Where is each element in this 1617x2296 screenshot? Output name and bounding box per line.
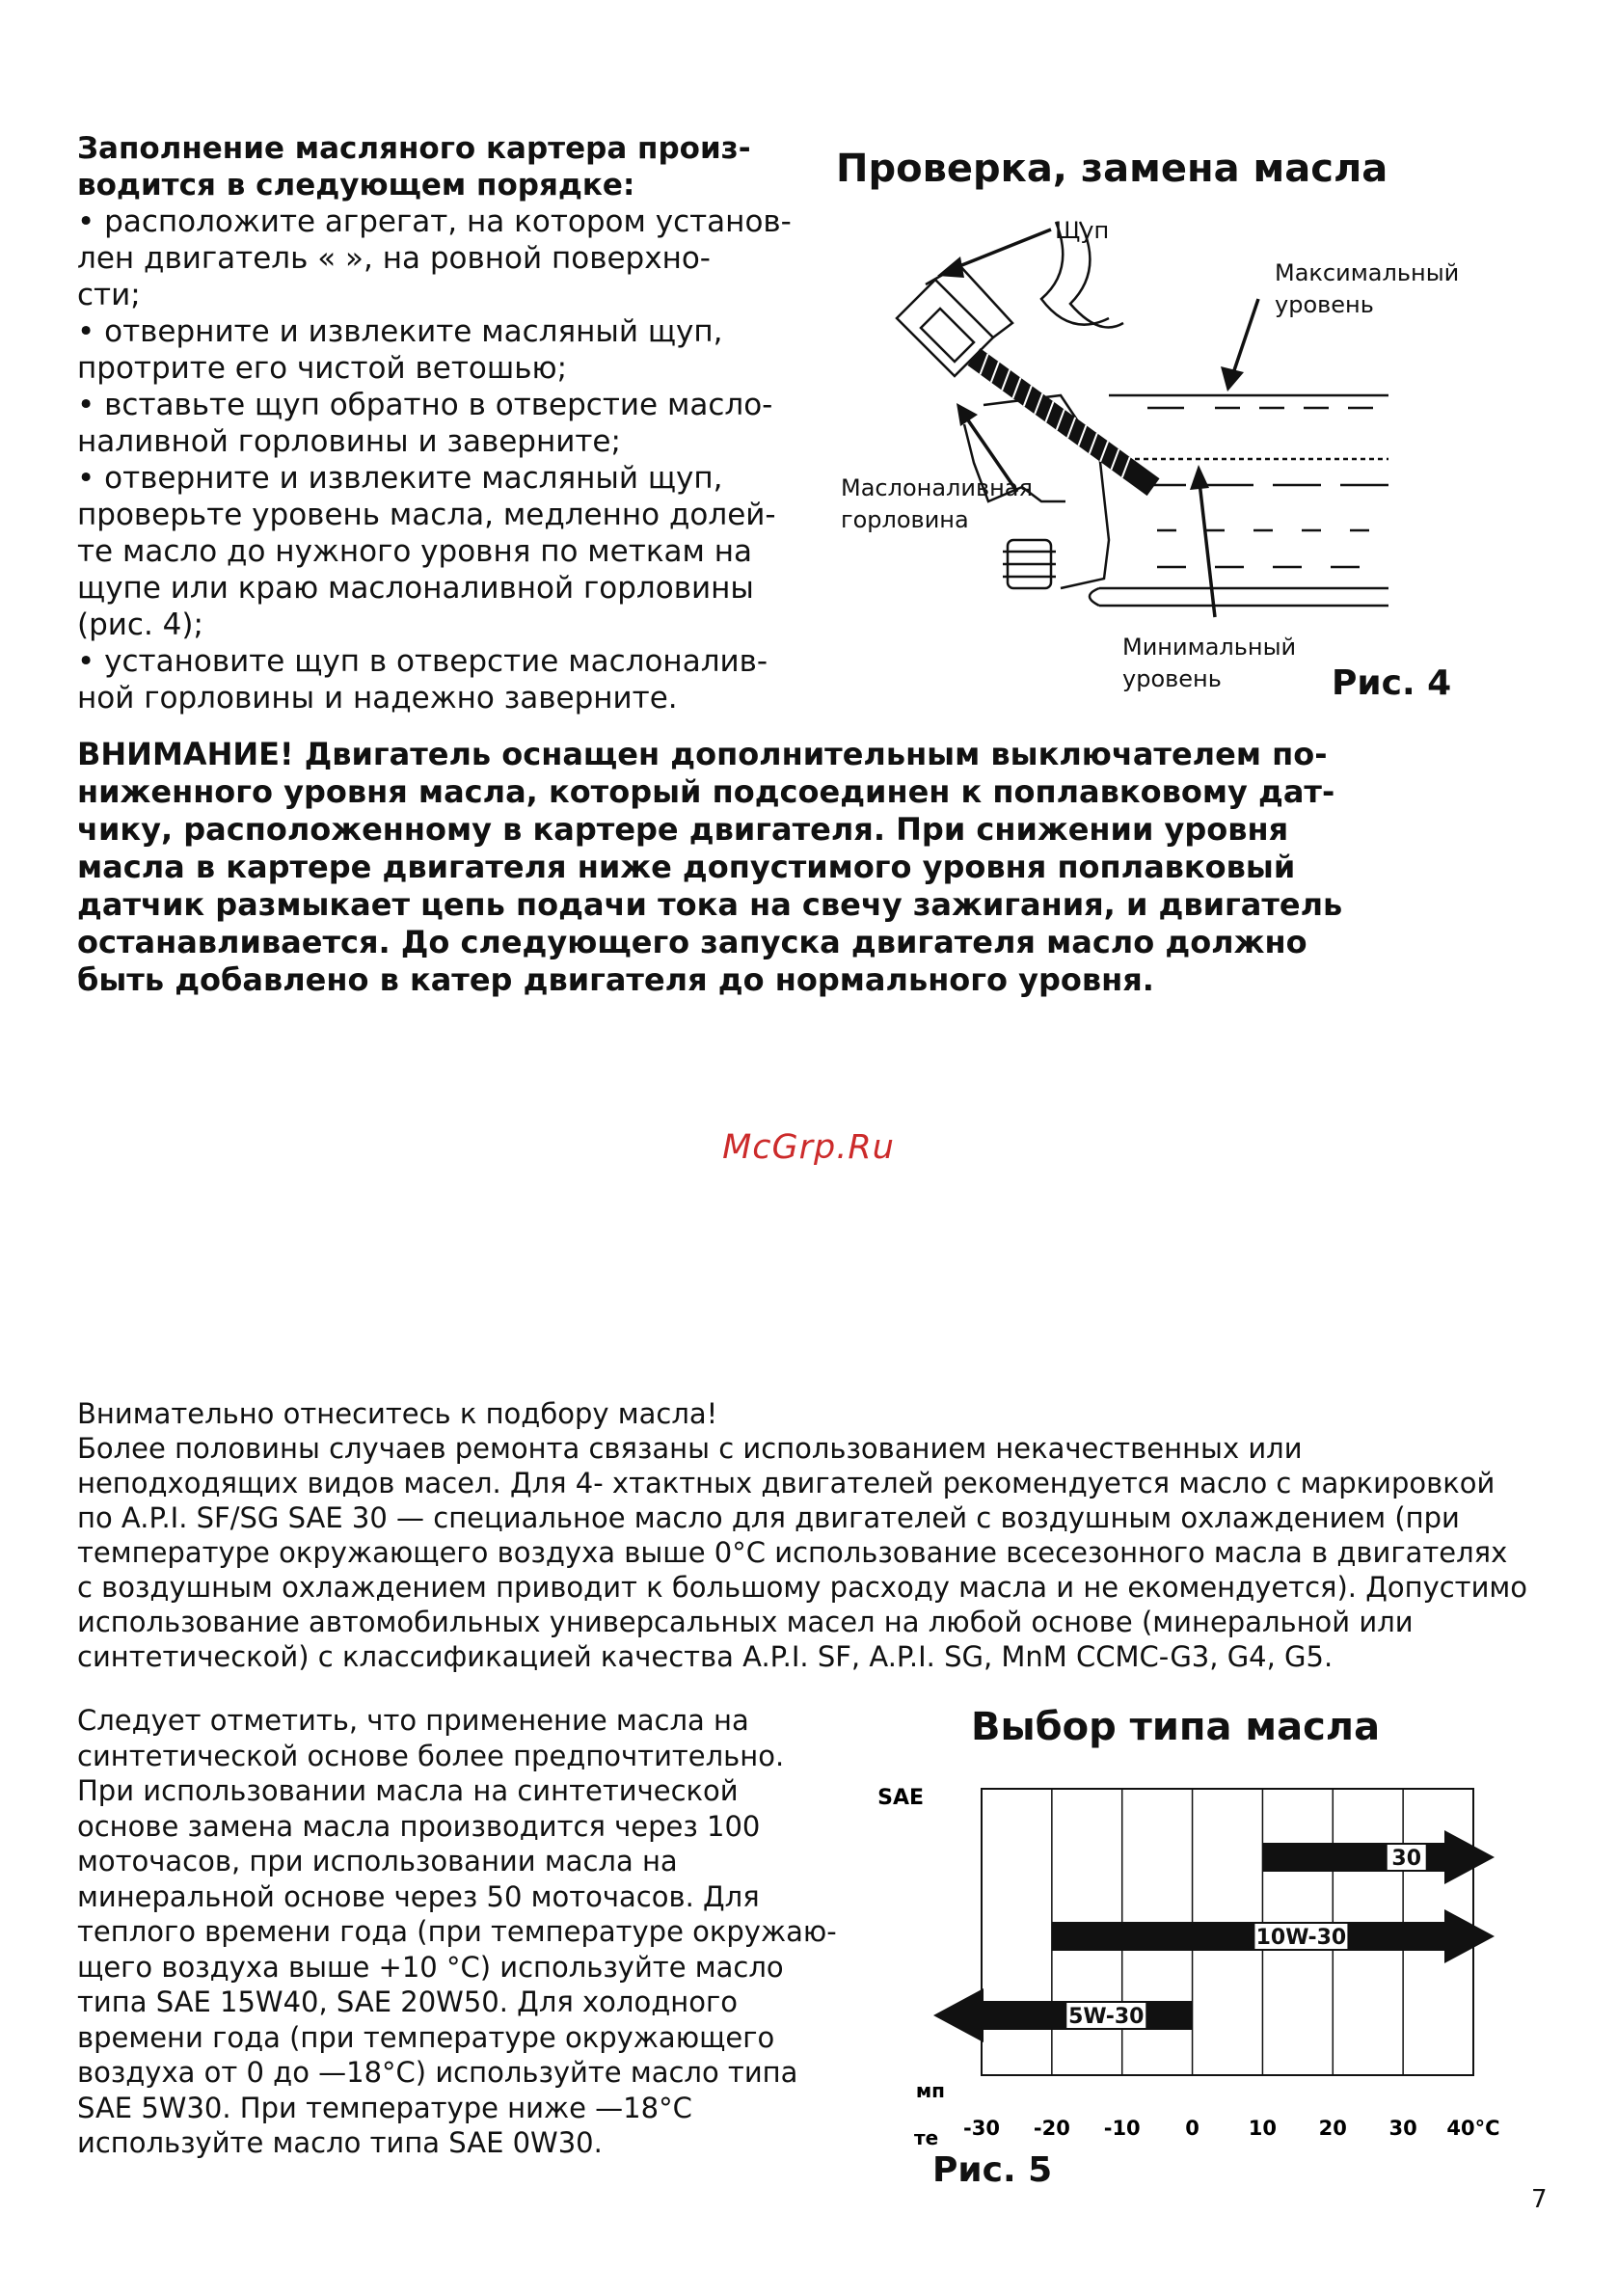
label-max-line: Максимальный: [1275, 259, 1460, 286]
synthetic-oil-paragraph: [77, 1703, 887, 2161]
step-line: те масло до нужного уровня по меткам на: [77, 534, 753, 569]
synthetic-line: основе замена масла производится через 100: [77, 1809, 761, 1843]
label-min-level: [1122, 632, 1296, 695]
step-line: • установите щуп в отверстие маслоналив-: [77, 644, 768, 679]
chart-ylabel: SAE: [877, 1786, 924, 1810]
synthetic-line: синтетической основе более предпочтительно.: [77, 1739, 785, 1772]
fill-procedure-heading: [77, 130, 849, 203]
step-line: ной горловины и надежно заверните.: [77, 681, 678, 716]
x-tick-label: 0: [1185, 2117, 1199, 2140]
label-max-level: [1275, 257, 1459, 321]
oil-choice-line: Внимательно отнеситесь к подбору масла!: [77, 1397, 718, 1430]
label-filler-neck: [841, 473, 1033, 536]
label-min-line: Минимальный: [1122, 634, 1297, 661]
figure4-caption: Рис. 4: [1332, 663, 1452, 703]
oil-selection-chart: [868, 1774, 1562, 2179]
synthetic-line: воздуха от 0 до —18°С) используйте масло типа: [77, 2056, 798, 2089]
oil-choice-line: температуре окружающего воздуха выше 0°С использование всесезонного масла в двигателях: [77, 1536, 1508, 1569]
label-max-line: уровень: [1275, 291, 1374, 318]
heading-line: Заполнение масляного картера произ-: [77, 131, 751, 166]
synthetic-line: времени года (при температуре окружающего: [77, 2020, 775, 2054]
heading-line: водится в следующем порядке:: [77, 168, 635, 203]
synthetic-line: щего воздуха выше +10 °С) используйте масло: [77, 1950, 784, 1984]
watermark: McGrp.Ru: [722, 1128, 895, 1167]
oil-choice-line: синтетической) с классификацией качества A.P.I. SF, A.P.I. SG, MnM CCMC-G3, G4, G5.: [77, 1640, 1334, 1673]
chart-xlabel-line: те: [914, 2126, 939, 2149]
warning-line: масла в картере двигателя ниже допустимого уровня поплавковый: [77, 849, 1296, 885]
synthetic-line: SAE 5W30. При температуре ниже —18°С: [77, 2091, 692, 2124]
synthetic-line: используйте масло типа SAE 0W30.: [77, 2126, 603, 2159]
oil-grade-bar: [1052, 1909, 1495, 1963]
synthetic-line: теплого времени года (при температуре окружаю-: [77, 1915, 837, 1948]
step-line: сти;: [77, 278, 141, 312]
chart-xlabel-line: мп: [915, 2079, 945, 2102]
x-tick-label: 10: [1248, 2117, 1278, 2140]
oil-grade-arrow: [1262, 1830, 1495, 1884]
oil-choice-line: использование автомобильных универсальных масел на любой основе (минеральной или: [77, 1606, 1414, 1638]
warning-line: датчик размыкает цепь подачи тока на свечу зажигания, и двигатель: [77, 886, 1343, 923]
fill-procedure-steps: [77, 203, 849, 716]
warning-line: ниженного уровня масла, который подсоединен к поплавковому дат-: [77, 773, 1335, 810]
figure4-title: Проверка, замена масла: [836, 147, 1388, 191]
figure5-caption: Рис. 5: [932, 2150, 1053, 2190]
oil-grade-label: 30: [1391, 1847, 1422, 1871]
synthetic-line: При использовании масла на синтетической: [77, 1774, 739, 1807]
oil-choice-line: Более половины случаев ремонта связаны с использованием некачественных или: [77, 1432, 1303, 1465]
synthetic-line: типа SAE 15W40, SAE 20W50. Для холодного: [77, 1985, 738, 2018]
label-filler-line: горловина: [841, 506, 969, 533]
oil-grade-bar: [1262, 1830, 1495, 1884]
oil-grade-label: 10W-30: [1255, 1926, 1347, 1950]
step-line: • расположите агрегат, на котором установ-: [77, 204, 792, 239]
label-filler-line: Маслоналивная: [841, 474, 1033, 501]
step-line: лен двигатель « », на ровной поверхно-: [77, 241, 711, 276]
label-dipstick: Щуп: [1055, 217, 1110, 244]
warning-line: ВНИМАНИЕ! Двигатель оснащен дополнительным выключателем по-: [77, 736, 1328, 772]
step-line: наливной горловины и заверните;: [77, 424, 621, 459]
x-tick-label: -20: [1033, 2117, 1070, 2140]
warning-line: останавливается. До следующего запуска двигателя масло должно: [77, 924, 1307, 960]
warning-line: чику, расположенному в картере двигателя. При снижении уровня: [77, 811, 1289, 848]
step-line: • отверните и извлеките масляный щуп,: [77, 314, 723, 349]
x-tick-label: 30: [1388, 2117, 1417, 2140]
step-line: протрите его чистой ветошью;: [77, 351, 568, 386]
synthetic-line: минеральной основе через 50 моточасов. Для: [77, 1879, 760, 1913]
label-min-line: уровень: [1122, 665, 1222, 692]
synthetic-line: Следует отметить, что применение масла на: [77, 1704, 749, 1737]
step-line: щупе или краю маслоналивной горловины: [77, 571, 754, 606]
warning-block: [77, 736, 1523, 999]
x-tick-label: -30: [963, 2117, 1000, 2140]
x-tick-label: -10: [1103, 2117, 1141, 2140]
step-line: • отверните и извлеките масляный щуп,: [77, 461, 723, 496]
oil-grade-arrow: [933, 1988, 1193, 2042]
oil-choice-line: неподходящих видов масел. Для 4- хтактных двигателей рекомендуется масло с маркировкой: [77, 1467, 1496, 1499]
step-line: проверьте уровень масла, медленно долей-: [77, 498, 776, 532]
page-number: 7: [1531, 2185, 1548, 2214]
x-tick-label: 20: [1318, 2117, 1347, 2140]
oil-choice-line: по A.P.I. SF/SG SAE 30 — специальное масло для двигателей с воздушным охлаждением (при: [77, 1501, 1460, 1534]
oil-choice-line: с воздушным охлаждением приводит к большому расходу масла и не екомендуется). Допустимо: [77, 1571, 1528, 1604]
warning-line: быть добавлено в катер двигателя до нормального уровня.: [77, 961, 1154, 998]
oil-grade-bar: [933, 1988, 1193, 2042]
oil-choice-paragraph: [77, 1396, 1581, 1674]
oil-grade-label: 5W-30: [1068, 2005, 1145, 2029]
chart-title: Выбор типа масла: [971, 1705, 1381, 1749]
synthetic-line: моточасов, при использовании масла на: [77, 1845, 678, 1877]
x-tick-label: 40°C: [1446, 2117, 1500, 2140]
step-line: (рис. 4);: [77, 608, 203, 642]
step-line: • вставьте щуп обратно в отверстие масло-: [77, 388, 773, 422]
